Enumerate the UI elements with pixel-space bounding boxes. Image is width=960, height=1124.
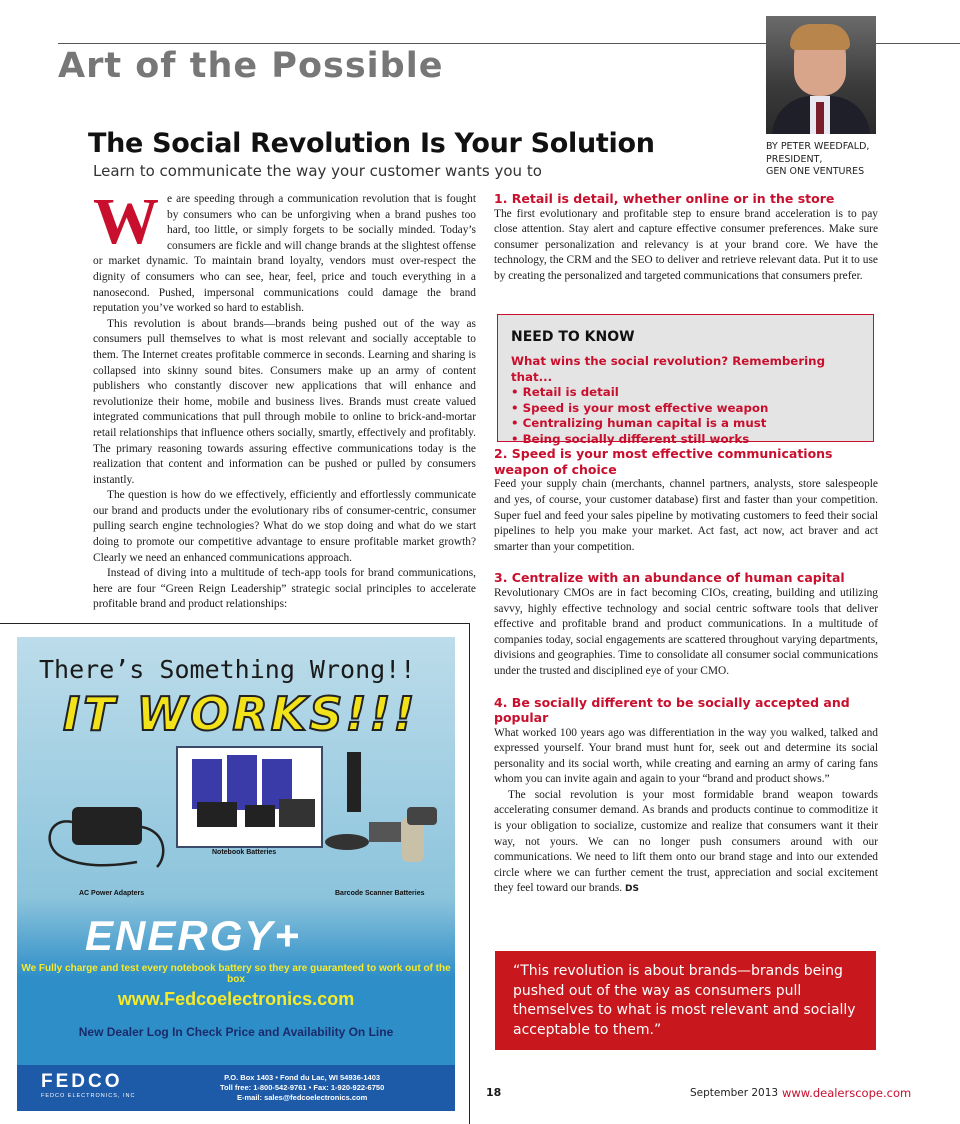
ad-exclaim: IT WORKS!!! — [63, 687, 418, 741]
byline — [766, 141, 869, 179]
ad-url-link[interactable]: www.Fedcoelectronics.com — [117, 989, 355, 1009]
ad-tagline: We Fully charge and test every notebook battery so they are guaranteed to work out of the box — [21, 963, 451, 985]
section-1 — [494, 191, 878, 284]
byline-name: BY PETER WEEDFALD, — [766, 141, 870, 152]
need-to-know-title: NEED TO KNOW — [511, 329, 635, 345]
ad-border — [469, 623, 470, 1124]
notebook-battery-icon — [177, 747, 322, 847]
need-to-know-lead: What wins the social revolution? Remembering that... — [511, 354, 826, 384]
fedco-phone: Toll free: 1-800-542-9761 • Fax: 1-920-922-6750 — [220, 1083, 385, 1092]
section-heading: 4. Be socially different to be socially accepted and popular — [494, 694, 850, 725]
section-body: The first evolutionary and profitable step to ensure brand acceleration is to pay close attention. Stay alert and capture effective consumer preferences. Make sure consumer personalization and relevancy is at your brand core. We have the technology, the CRM and the SEO to deliver and retrieve relevant data. Put it to use by creating the personalized and targeted communications that consumers prefer. — [494, 207, 878, 282]
article-deck: Learn to communicate the way your customer wants you to — [93, 162, 542, 180]
need-to-know-item: • Being socially different still works — [511, 431, 750, 446]
section-3 — [494, 570, 878, 679]
fedco-contact — [220, 1073, 384, 1103]
section-body: What worked 100 years ago was differentiation in the way you walked, talked and expressed yourself. Your brand must hunt for, seek out and determine its social personality and its social worth, while creating and earning an army of caring fans whom you can invite again and again to your “brand and product shows.” — [494, 726, 878, 786]
ad-label-barcode: Barcode Scanner Batteries — [335, 890, 425, 897]
need-to-know-item: • Speed is your most effective weapon — [511, 400, 769, 415]
ad-brand-logo: ENERGY+ — [85, 912, 301, 959]
fedco-address: P.O. Box 1403 • Fond du Lac, WI 54936-1403 — [224, 1073, 381, 1082]
body-paragraph: Instead of diving into a multitude of tech-app tools for brand communications, here are four “Green Reign Leadership” strategic social principles to accelerate profitable brand and product relationships: — [93, 567, 476, 611]
article-right-column — [494, 191, 878, 913]
drop-cap: W — [93, 185, 159, 258]
byline-company: GEN ONE VENTURES — [766, 166, 865, 177]
barcode-scanner-icon — [325, 752, 437, 862]
section-body: Feed your supply chain (merchants, channel partners, analysts, store salespeople and yes, of course, your customer database) first and faster than your competition. Super fuel and feed your sales pipeline by motivating customers to feed their social pipelines to help you make your market. Act fast, act now, act braver and act smarter than your competition. — [494, 478, 878, 553]
section-body-continued: The social revolution is your most formidable brand weapon towards accelerating consumer demand. As brands and products continue to commoditize it is your obligation to socialize, customize and realize that consumers want it their way, not yours. We can no longer push consumers around with our communications. We need to lift them onto our brand stage and into our extended circle where we can further cement the trust, appreciation and social excitement they feel toward our brands. DS — [494, 788, 878, 895]
ad-label-notebook: Notebook Batteries — [212, 849, 277, 856]
body-paragraph: e are speeding through a communication revolution that is fought by consumers who can be unforgiving when a brand pushes too hard, too little, or simply forgets to be socially minded. Today’s consumers are fickle and will change brands at the slightest offense or market dynamic. To maintain brand loyalty, vendors must over-respect the dignity of consumers who can see, hear, feel, price and touch everything in a nanosecond. Pushed, impersonal communications could damage the brand reputation you’ve worked so hard to establish. — [93, 193, 476, 315]
section-title: Art of the Possible — [58, 46, 444, 86]
fedco-company-name: FEDCO ELECTRONICS, INC — [41, 1093, 136, 1099]
ad-headline: There’s Something Wrong!! — [39, 655, 416, 684]
ad-label-ac: AC Power Adapters — [79, 890, 145, 897]
ac-adapter-icon — [50, 807, 164, 867]
section-body: Revolutionary CMOs are in fact becoming CIOs, creating, building and utilizing savvy, highly effective technology and social centric software tools that deliver effective and profitable brand and product communications. In a multitude of companies today, social engagements are scattered throughout varying departments, divisions and geographies. Time to consolidate all consumer social communications under the trusted and disciplined eye of your CMO. — [494, 586, 878, 677]
fedco-email: E-mail: sales@fedcoelectronics.com — [236, 1093, 368, 1102]
pull-quote: “This revolution is about brands—brands being pushed out of the way as consumers pull themselves to what is most relevant and socially acceptable to them.” — [495, 951, 876, 1050]
need-to-know-item: • Retail is detail — [511, 385, 619, 399]
need-to-know-item: • Centralizing human capital is a must — [511, 416, 767, 430]
fedco-logo: FEDCO — [41, 1071, 123, 1092]
signoff: DS — [624, 884, 639, 895]
need-to-know-box — [497, 314, 874, 446]
issue-date: September 2013 — [690, 1087, 779, 1099]
ad-dealer-link[interactable]: New Dealer Log In Check Price and Availability On Line — [78, 1025, 394, 1039]
body-paragraph: The question is how do we effectively, efficiently and effortlessly communicate our brand and products under the evolutionary ribs of consumer-centric, consumer pulling search engine technologies? What do we stop doing and what do we start doing to promote our competitive advantage to ensure profitable market growth? Clearly we need an enhanced communications approach. — [93, 489, 476, 564]
article-left-column — [93, 185, 476, 613]
article-headline: The Social Revolution Is Your Solution — [88, 128, 655, 159]
byline-title: PRESIDENT, — [766, 153, 823, 165]
footer-rule — [469, 1080, 470, 1124]
ad-panel — [17, 637, 455, 1111]
section-2 — [494, 446, 878, 555]
section-heading: 2. Speed is your most effective communications weapon of choice — [494, 446, 833, 477]
section-4 — [494, 695, 878, 899]
ad-product-illustration — [17, 737, 455, 907]
section-heading: 1. Retail is detail, whether online or in the store — [494, 191, 835, 206]
advertisement[interactable] — [0, 624, 469, 1124]
body-paragraph: This revolution is about brands—brands being pushed out of the way as consumers pull themselves to what is most relevant and socially acceptable to them. The Internet creates profitable commerce in seconds. Learning and sharing is collapsed into skinny sound bites. Consumers make up an army of content publishers who constantly discover new applications that will enhance and revolutionize their home, mobile and business lives. Brands must create valued integrated communications that pull through mobile to online to brick-and-mortar retail relationships that influence others socially, smartly, effectively and profitably. The primary reasoning towards assuring effective communications today is the realization that content and information can be pushed or pulled by consumers instantly. — [93, 317, 476, 486]
author-photo — [766, 16, 876, 134]
site-link[interactable]: www.dealerscope.com — [782, 1086, 912, 1100]
page-number: 18 — [486, 1086, 502, 1099]
section-heading: 3. Centralize with an abundance of human capital — [494, 570, 845, 586]
